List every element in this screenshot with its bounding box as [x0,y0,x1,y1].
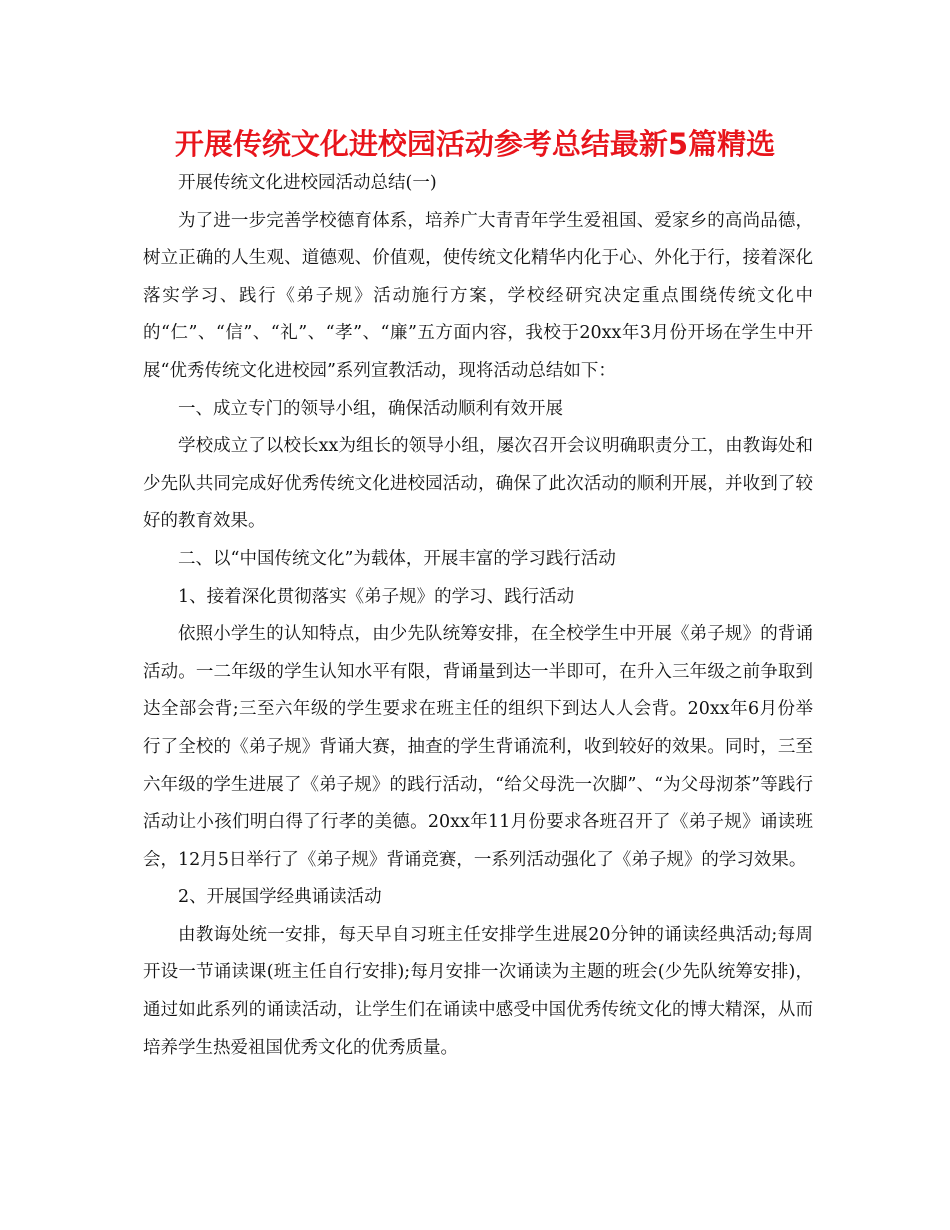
paragraph: 为了进一步完善学校德育体系，培养广大青青年学生爱祖国、爱家乡的高尚品德，树立正确的人生观、道德观、价值观，使传统文化精华内化于心、外化于行，接着深化落实学习、践行《弟子规》活动施行方案，学校经研究决定重点围绕传统文化中的“仁”、“信”、“礼”、“孝”、“廉”五方面内容，我校于20xx年3月份开场在学生中开展“优秀传统文化进校园”系列宣教活动，现将活动总结如下： [143,210,813,381]
document-body [143,165,813,1067]
subsection-heading: 1、接着深化贯彻落实《弟子规》的学习、践行活动 [178,586,575,607]
section-heading: 一、成立专门的领导小组，确保活动顺利有效开展 [178,398,563,419]
document-title: 开展传统文化进校园活动参考总结最新5篇精选 [174,127,776,161]
paragraph: 依照小学生的认知特点，由少先队统筹安排，在全校学生中开展《弟子规》的背诵活动。一二年级的学生认知水平有限，背诵量到达一半即可，在升入三年级之前争取到达全部会背;三至六年级的学生要求在班主任的组织下到达人人会背。20xx年6月份举行了全校的《弟子规》背诵大赛，抽查的学生背诵流利，收到较好的效果。同时，三至六年级的学生进展了《弟子规》的践行活动，“给父母洗一次脚”、“为父母沏茶”等践行活动让小孩们明白得了行孝的美德。20xx年11月份要求各班召开了《弟子规》诵读班会，12月5日举行了《弟子规》背诵竞赛，一系列活动强化了《弟子规》的学习效果。 [143,624,813,870]
section-heading: 开展传统文化进校园活动总结(一) [178,173,437,193]
subsection-heading: 2、开展国学经典诵读活动 [178,887,382,908]
section-heading: 二、以“中国传统文化”为载体，开展丰富的学习践行活动 [178,548,616,569]
paragraph: 由教诲处统一安排，每天早自习班主任安排学生进展20分钟的诵读经典活动;每周开设一节诵读课(班主任自行安排);每月安排一次诵读为主题的班会(少先队统筹安排)，通过如此系列的诵读活动，让学生们在诵读中感受中国优秀传统文化的博大精深，从而培养学生热爱祖国优秀文化的优秀质量。 [143,924,813,1058]
paragraph: 学校成立了以校长xx为组长的领导小组，屡次召开会议明确职责分工，由教诲处和少先队共同完成好优秀传统文化进校园活动，确保了此次活动的顺利开展，并收到了较好的教育效果。 [143,436,813,532]
